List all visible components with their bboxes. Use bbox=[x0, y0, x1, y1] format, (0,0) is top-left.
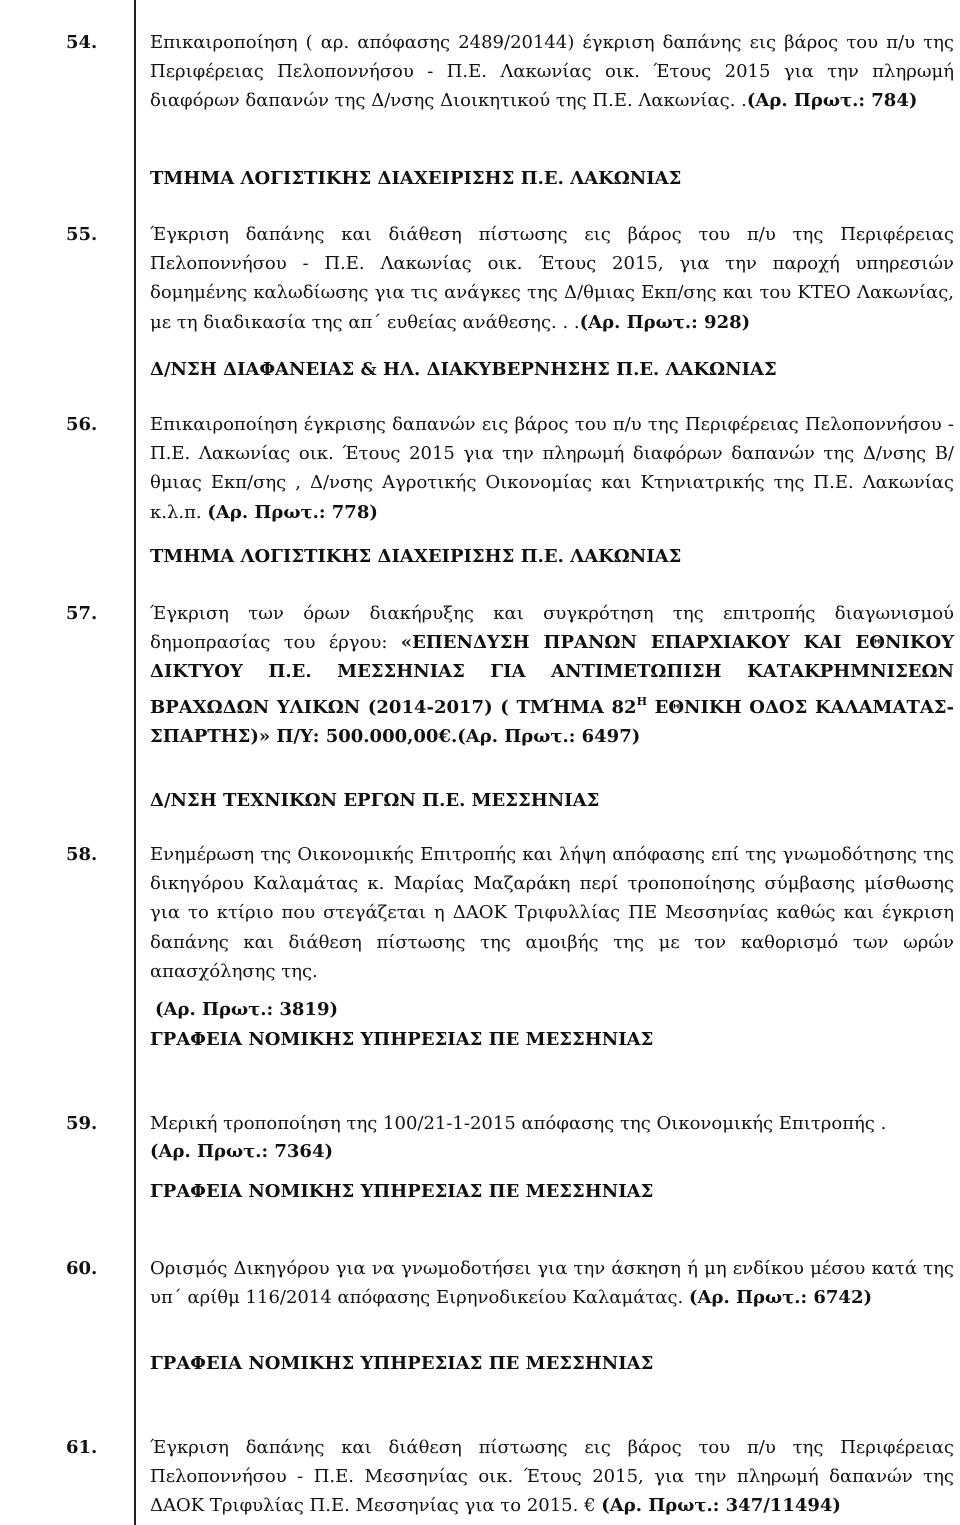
item-description: Ορισμός Δικηγόρου για να γνωμοδοτήσει για την άσκηση ή μη ενδίκου μέσου κατά της υπ΄ αρίθμ 116/2014 απόφασης Ειρηνοδικείου Καλαμάτας. bbox=[150, 1258, 954, 1309]
item-text bbox=[150, 1254, 954, 1312]
item-number: 57. bbox=[66, 603, 98, 624]
protocol-ref: (Αρ. Πρωτ.: 3819) bbox=[155, 999, 338, 1020]
protocol-ref: (Αρ. Πρωτ.: 7364) bbox=[150, 1141, 333, 1162]
item-number: 61. bbox=[66, 1437, 98, 1458]
item-number: 55. bbox=[66, 224, 98, 245]
item-description: Επικαιροποίηση έγκρισης δαπανών εις βάρος του π/υ της Περιφέρειας Πελοποννήσου - Π.Ε. Λακωνίας οικ. Έτους 2015 για την πληρωμή διαφόρων δαπανών της Δ/νσης Β/θμιας Εκπ/σης , Δ/νσης Αγροτικής Οικονομίας και Κτηνιατρικής της Π.Ε. Λακωνίας κ.λ.π. bbox=[150, 414, 954, 523]
item-text bbox=[150, 220, 954, 337]
department-heading: Δ/ΝΣΗ ΤΕΧΝΙΚΩΝ ΕΡΓΩΝ Π.Ε. ΜΕΣΣΗΝΙΑΣ bbox=[150, 790, 600, 811]
protocol-ref: (Αρ. Πρωτ.: 928) bbox=[579, 311, 751, 333]
ordinal-superscript: Η bbox=[636, 694, 647, 708]
protocol-ref: (Αρ. Πρωτ.: 784) bbox=[746, 90, 918, 112]
project-title-cont: ΕΘΝΙΚΗ ΟΔΟΣ ΚΑΛΑΜΑΤΑΣ-ΣΠΑΡΤΗΣ)» Π/Υ: 500.000,00€. bbox=[150, 696, 955, 747]
item-description: Έγκριση δαπάνης και διάθεση πίστωσης εις βάρος του π/υ της Περιφέρειας Πελοποννήσου - Π.Ε. Λακωνίας οικ. Έτους 2015, για την παροχή υπηρεσιών δομημένης καλωδίωσης για τις ανάγκες της Δ/θμιας Εκπ/σης και του ΚΤΕΟ Λακωνίας, με τη διαδικασία της απ΄ ευθείας ανάθεσης. . . bbox=[150, 224, 954, 333]
item-number: 54. bbox=[66, 32, 98, 53]
item-description: Επικαιροποίηση ( αρ. απόφασης 2489/20144) έγκριση δαπάνης εις βάρος του π/υ της Περιφέρειας Πελοποννήσου - Π.Ε. Λακωνίας οικ. Έτους 2015 για την πληρωμή διαφόρων δαπανών της Δ/νσης Διοικητικού της Π.Ε. Λακωνίας. . bbox=[150, 32, 954, 112]
item-number: 58. bbox=[66, 844, 98, 865]
item-description: Έγκριση δαπάνης και διάθεση πίστωσης εις βάρος του π/υ της Περιφέρειας Πελοποννήσου - Π.Ε. Μεσσηνίας οικ. Έτους 2015, για την πληρωμή δαπανών της ΔΑΟΚ Τριφυλίας Π.Ε. Μεσσηνίας για το 2015. € bbox=[150, 1437, 954, 1517]
department-heading: ΓΡΑΦΕΙΑ ΝΟΜΙΚΗΣ ΥΠΗΡΕΣΙΑΣ ΠΕ ΜΕΣΣΗΝΙΑΣ bbox=[150, 1029, 654, 1050]
margin-rule bbox=[134, 0, 136, 1525]
item-text bbox=[150, 410, 954, 527]
project-title: «ΕΠΕΝΔΥΣΗ ΠΡΑΝΩΝ ΕΠΑΡΧΙΑΚΟΥ ΚΑΙ ΕΘΝΙΚΟΥ ΔΙΚΤΥΟΥ Π.Ε. ΜΕΣΣΗΝΙΑΣ ΓΙΑ ΑΝΤΙΜΕΤΩΠΙΣΗ ΚΑΤΑΚΡΗΜΝΙΣΕΩΝ ΒΡΑΧΩΔΩΝ ΥΛΙΚΩΝ (2014-2017) ( ΤΜΉΜΑ 82 bbox=[150, 632, 955, 718]
item-text: Μερική τροποποίηση της 100/21-1-2015 απόφασης της Οικονομικής Επιτροπής . bbox=[150, 1113, 887, 1134]
protocol-ref: (Αρ. Πρωτ.: 347/11494) bbox=[601, 1495, 841, 1517]
department-heading: ΤΜΗΜΑ ΛΟΓΙΣΤΙΚΗΣ ΔΙΑΧΕΙΡΙΣΗΣ Π.Ε. ΛΑΚΩΝΙΑΣ bbox=[150, 546, 682, 567]
item-text bbox=[150, 1433, 954, 1521]
department-heading: Δ/ΝΣΗ ΔΙΑΦΑΝΕΙΑΣ & ΗΛ. ΔΙΑΚΥΒΕΡΝΗΣΗΣ Π.Ε. ΛΑΚΩΝΙΑΣ bbox=[150, 359, 777, 380]
item-text: Ενημέρωση της Οικονομικής Επιτροπής και λήψη απόφασης επί της γνωμοδότησης της δικηγόρου Καλαμάτας κ. Μαρίας Μαζαράκη περί τροποποίησης σύμβασης μίσθωσης για το κτίριο που στεγάζεται η ΔΑΟΚ Τριφυλλίας ΠΕ Μεσσηνίας καθώς και έγκριση δαπάνης και διάθεση πίστωσης της αμοιβής της με τον καθορισμό των ωρών απασχόλησης της. bbox=[150, 844, 954, 982]
department-heading: ΓΡΑΦΕΙΑ ΝΟΜΙΚΗΣ ΥΠΗΡΕΣΙΑΣ ΠΕ ΜΕΣΣΗΝΙΑΣ bbox=[150, 1353, 654, 1374]
item-text bbox=[150, 28, 954, 116]
item-number: 59. bbox=[66, 1113, 98, 1134]
item-number: 60. bbox=[66, 1258, 98, 1279]
department-heading: ΤΜΗΜΑ ΛΟΓΙΣΤΙΚΗΣ ΔΙΑΧΕΙΡΙΣΗΣ Π.Ε. ΛΑΚΩΝΙΑΣ bbox=[150, 168, 682, 189]
item-text bbox=[150, 599, 954, 751]
protocol-ref: (Αρ. Πρωτ.: 6497) bbox=[457, 725, 641, 747]
department-heading: ΓΡΑΦΕΙΑ ΝΟΜΙΚΗΣ ΥΠΗΡΕΣΙΑΣ ΠΕ ΜΕΣΣΗΝΙΑΣ bbox=[150, 1181, 654, 1202]
item-number: 56. bbox=[66, 414, 98, 435]
protocol-ref: (Αρ. Πρωτ.: 778) bbox=[207, 501, 378, 523]
protocol-ref: (Αρ. Πρωτ.: 6742) bbox=[689, 1287, 872, 1309]
item-description: Έγκριση των όρων διακήρυξης και συγκρότηση της επιτροπής διαγωνισμού δημοπρασίας του έργου: bbox=[150, 603, 954, 654]
